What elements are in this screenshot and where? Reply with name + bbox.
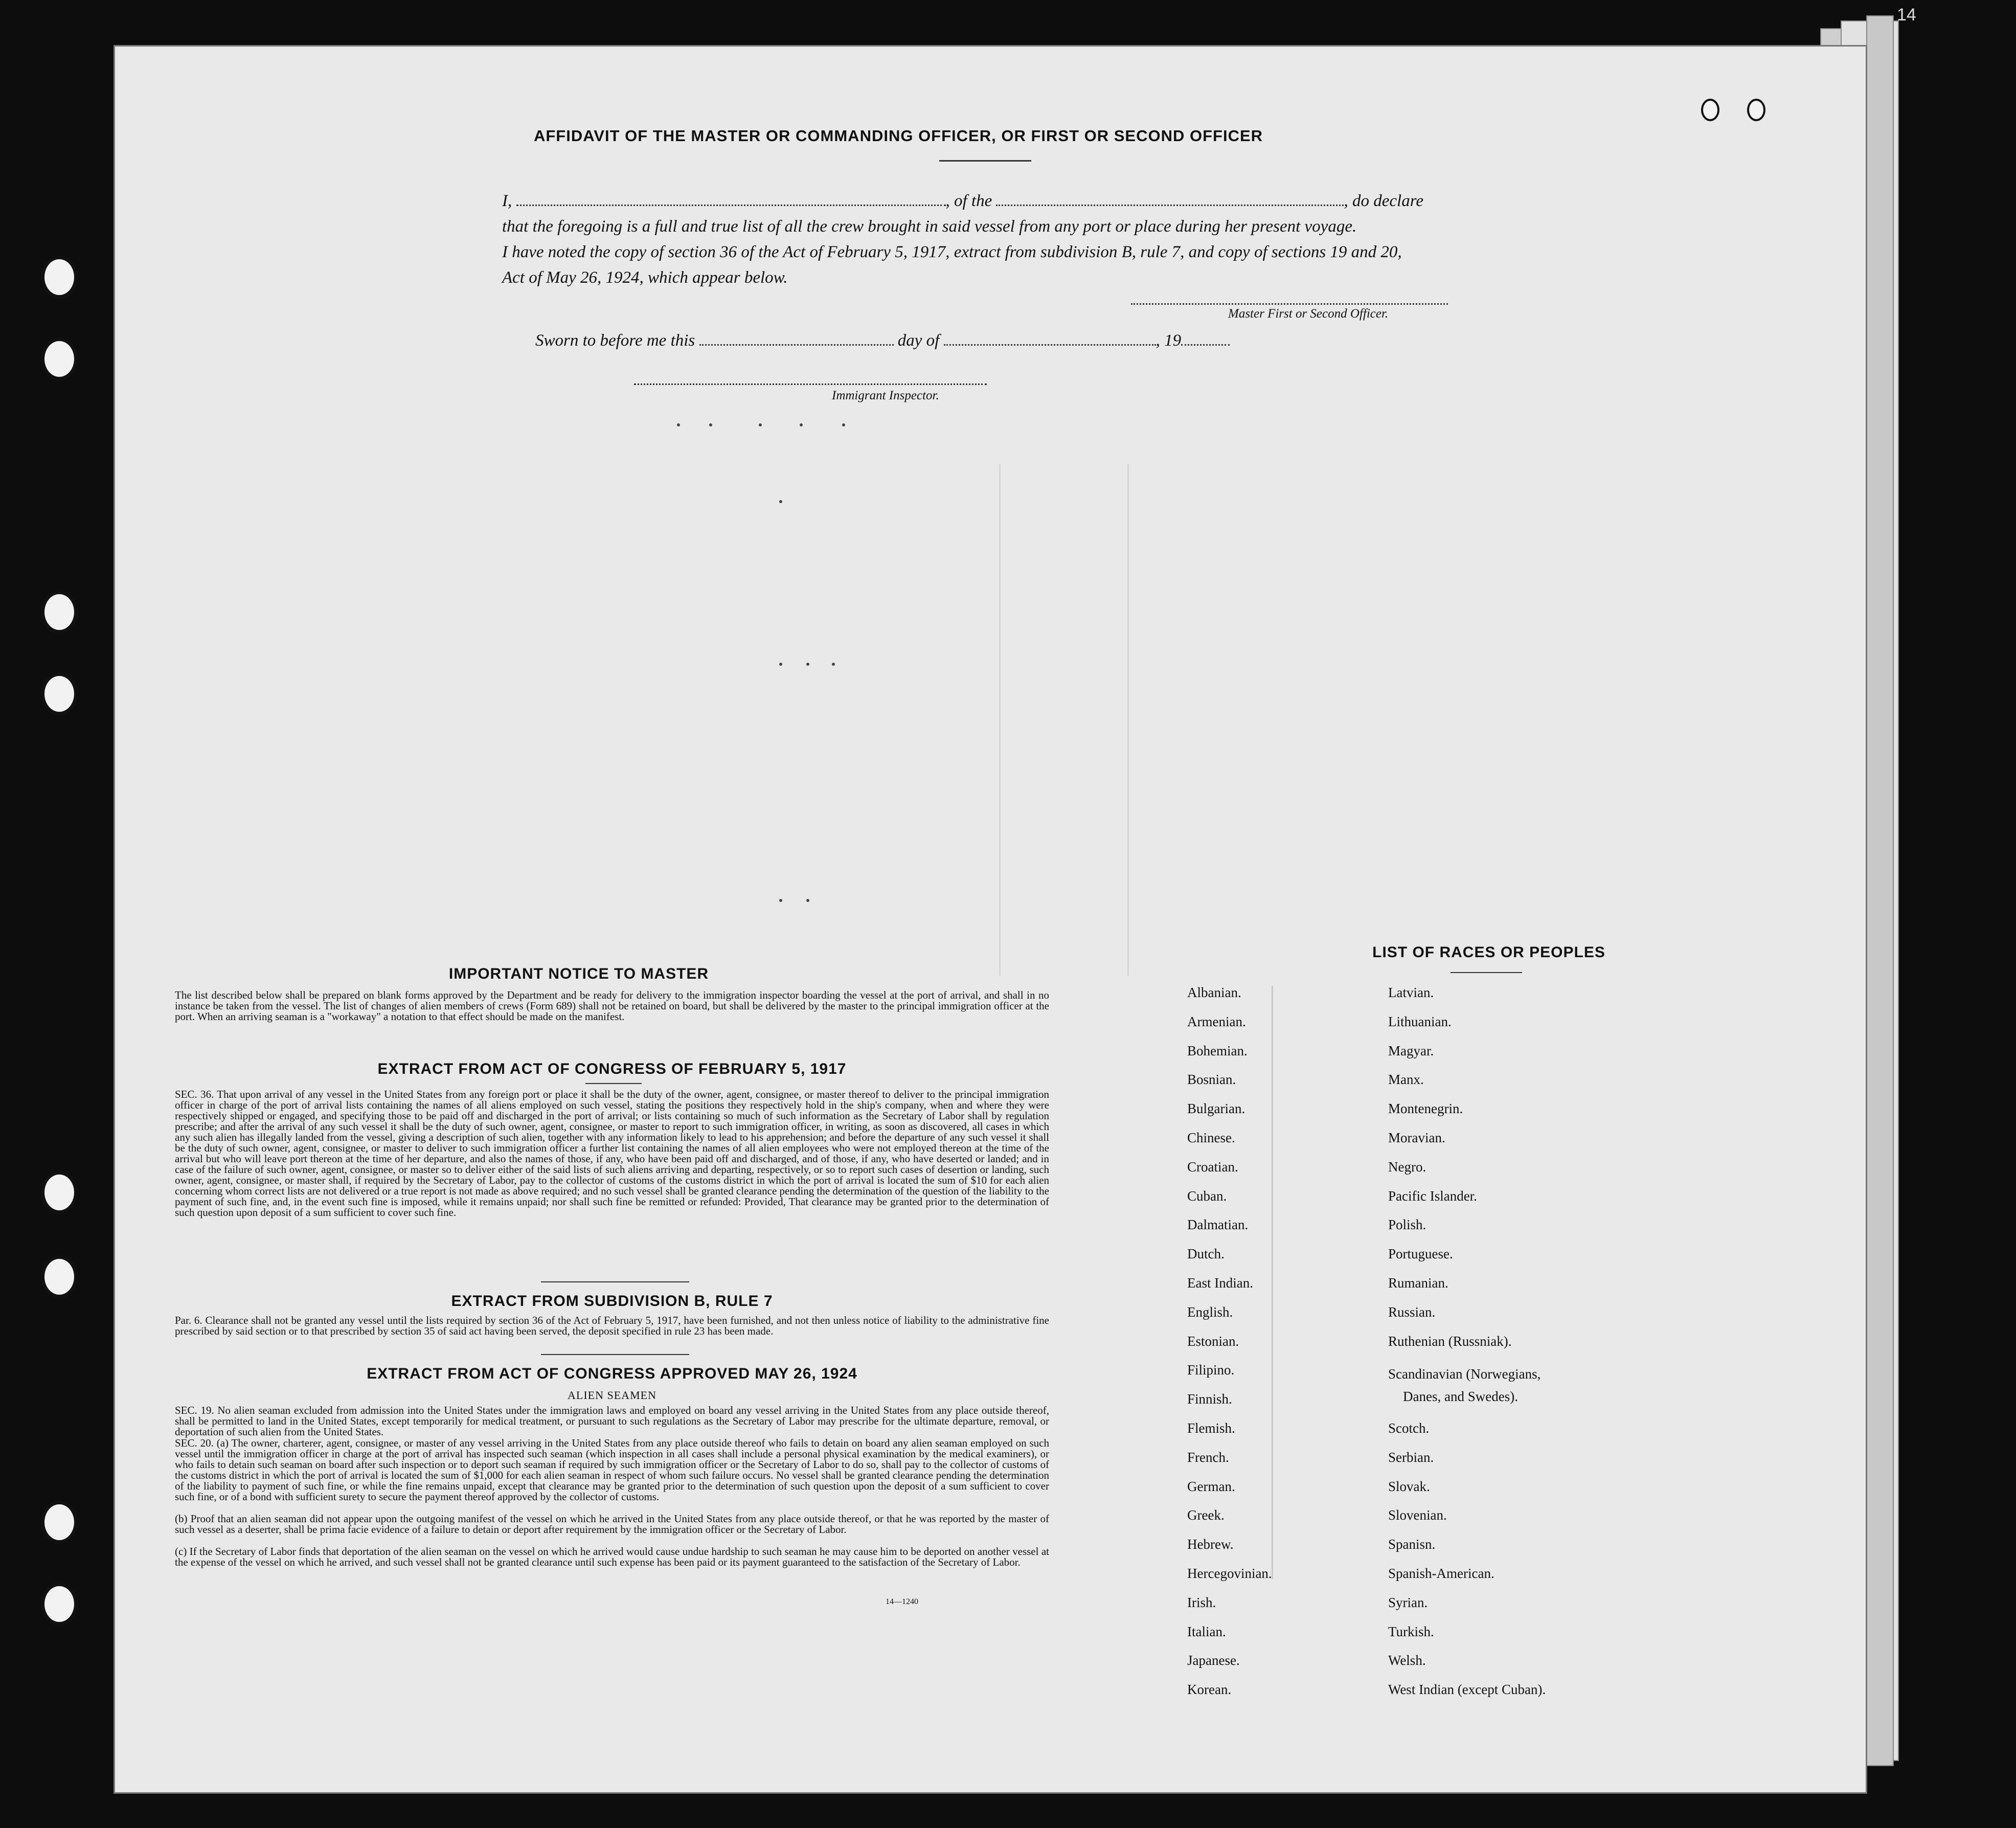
binder-hole (41, 337, 78, 380)
day-of-text: day of (897, 331, 940, 350)
race-item: Japanese. (1187, 1653, 1240, 1668)
affidavit-title: AFFIDAVIT OF THE MASTER OR COMMANDING OFFICER, OR FIRST OR SECOND OFFICER (533, 127, 1263, 145)
corner-page-mark: 14 (1897, 5, 1916, 25)
race-item: West Indian (except Cuban). (1388, 1682, 1546, 1698)
of-the-text: , of the (945, 192, 992, 210)
bleed-mark (806, 663, 809, 666)
declaration-i: I, (502, 192, 512, 210)
binder-hole (41, 672, 78, 715)
do-declare-text: , do declare (1344, 192, 1423, 210)
race-item: Chinese. (1187, 1130, 1235, 1145)
bleed-mark (709, 423, 712, 426)
bleed-mark (759, 423, 762, 426)
races-divider (1451, 972, 1522, 973)
extract-rule7-title: EXTRACT FROM SUBDIVISION B, RULE 7 (451, 1293, 773, 1310)
year-prefix: , 19 (1156, 331, 1182, 350)
bleed-mark (779, 899, 782, 902)
race-item: Flemish. (1187, 1420, 1235, 1436)
alien-seamen-subtitle: ALIEN SEAMEN (568, 1389, 656, 1402)
race-item: Bulgarian. (1187, 1101, 1245, 1117)
race-item: Negro. (1388, 1159, 1426, 1175)
race-item: Serbian. (1388, 1449, 1434, 1465)
race-item: Polish. (1388, 1217, 1426, 1233)
section-divider (541, 1354, 689, 1355)
bleed-mark (842, 423, 845, 426)
race-item: Spanish-American. (1388, 1566, 1494, 1581)
bleed-column-line (999, 464, 1001, 976)
extract-1924-sec20c: (c) If the Secretary of Labor finds that deportation of the alien seaman on the vessel on which he arrived would cause undue hardship to such seaman he may cause him to be deported on another vessel at the expense of the vessel on which he arrived, and such vessel shall not be granted clearance until such expense has been paid or its payment guaranteed to the satisfaction of the Secretary of Labor. (175, 1545, 1049, 1568)
form-page (114, 45, 1867, 1794)
race-item: Greek. (1187, 1507, 1225, 1523)
binder-hole (41, 256, 78, 299)
notice-title: IMPORTANT NOTICE TO MASTER (448, 965, 709, 982)
extract-1924-sec20a: SEC. 20. (a) The owner, charterer, agent, consignee, or master of any vessel arriving in the United States from any place outside thereof who fails to detain on board any alien seaman employed on such vessel until the immigration officer in charge at the port of arrival has inspected such seaman (which inspection in all cases shall include a personal physical examination by the medical examiners), or who fails to detain such seaman on board after such inspection or to deport such seaman if required by such immigration officer or the Secretary of Labor to do so, shall pay to the collector of customs of the customs district in which the port of arrival is located the sum of $1,000 for each alien seaman in respect of whom such failure occurs. No vessel shall be granted clearance pending the determination of the liability to payment of such fine, or while the fine remains unpaid, except that clearance may be granted prior to the determination of such question upon the deposit of a sum sufficient to cover such fine, or of a bond with sufficient surety to secure the payment thereof approved by the collector of customs. (175, 1437, 1049, 1503)
under-sheet (1866, 15, 1894, 1766)
form-number: 14—1240 (886, 1597, 918, 1606)
inspector-signature-line[interactable] (634, 383, 987, 385)
race-item: Turkish. (1388, 1623, 1434, 1639)
race-item: Estonian. (1187, 1333, 1239, 1349)
race-item: Scotch. (1388, 1420, 1430, 1436)
race-item: Syrian. (1388, 1594, 1428, 1610)
section-divider (541, 1281, 689, 1282)
sworn-line (535, 331, 1230, 350)
master-signature-label: Master First or Second Officer. (1228, 307, 1389, 321)
race-item: Korean. (1187, 1682, 1232, 1698)
race-item: Croatian. (1187, 1159, 1238, 1175)
race-item: Manx. (1388, 1072, 1424, 1088)
race-item: Portuguese. (1388, 1246, 1453, 1262)
binder-hole (41, 1583, 78, 1626)
faint-margin-line (1272, 986, 1273, 1579)
race-item: Lithuanian. (1388, 1013, 1452, 1029)
bleed-mark (677, 423, 680, 426)
extract-1917-title: EXTRACT FROM ACT OF CONGRESS OF FEBRUARY 5, 1917 (377, 1060, 847, 1077)
race-item: Russian. (1388, 1304, 1436, 1320)
race-item: East Indian. (1187, 1275, 1253, 1291)
bleed-mark (806, 899, 809, 902)
race-item: Bosnian. (1187, 1072, 1236, 1088)
extract-1924-sec19: SEC. 19. No alien seaman excluded from admission into the United States under the immigration laws and employed on board any vessel arriving in the United States from any place outside thereof, shall be permitted to land in the United States, except temporarily for medical treatment, or pursuant to such regulations as the Secretary of Labor may prescribe for the ultimate departure, removal, or deportation of such alien from the United States. (175, 1404, 1049, 1438)
name-blank[interactable] (516, 205, 946, 206)
race-item: Spanisn. (1388, 1537, 1436, 1552)
bleed-mark (779, 500, 782, 503)
page-hole (1701, 99, 1719, 121)
race-item: Slovak. (1388, 1478, 1430, 1494)
races-title: LIST OF RACES OR PEOPLES (1372, 944, 1605, 961)
month-blank[interactable] (944, 344, 1156, 346)
race-item: Pacific Islander. (1388, 1188, 1477, 1204)
race-item: Italian. (1187, 1623, 1226, 1639)
notice-text: The list described below shall be prepared on blank forms approved by the Department and be ready for delivery to the immigration inspector boarding the vessel at the port of arrival, and shall in no instance be taken from the vessel. The list of changes of alien members of crews (Form 689) shall not be retained on board, but shall be delivered by the master to the principal immigration officer at the port. When an arriving seaman is a "workaway" a notation to that effect should be made on the manifest. (175, 989, 1049, 1023)
sworn-date-blank[interactable] (699, 344, 894, 346)
extract-1924-title: EXTRACT FROM ACT OF CONGRESS APPROVED MAY 26, 1924 (367, 1365, 857, 1382)
extract-rule7-text: Par. 6. Clearance shall not be granted any vessel until the lists required by section 36 of the Act of February 5, 1917, have been furnished, and not then unless notice of liability to the administrative fine prescribed by said section or to that prescribed by section 35 of said act having been served, the deposit specified in rule 23 has been made. (175, 1314, 1049, 1337)
inspector-label: Immigrant Inspector. (832, 389, 939, 402)
race-item: Hercegovinian. (1187, 1566, 1272, 1581)
race-item: Albanian. (1187, 985, 1241, 1000)
binder-hole (41, 591, 78, 634)
year-blank[interactable] (1181, 344, 1230, 346)
title-divider (939, 160, 1031, 162)
race-item: Armenian. (1187, 1013, 1246, 1029)
declaration-block (502, 188, 1586, 290)
race-item: Irish. (1187, 1594, 1216, 1610)
declaration-line-4: Act of May 26, 1924, which appear below. (502, 268, 788, 287)
section-divider (585, 1083, 642, 1084)
vessel-blank[interactable] (996, 205, 1344, 206)
declaration-line-1 (502, 188, 1586, 214)
race-item: Montenegrin. (1388, 1101, 1463, 1117)
race-item: Dalmatian. (1187, 1217, 1249, 1233)
race-item: German. (1187, 1478, 1235, 1494)
race-item: Ruthenian (Russniak). (1388, 1333, 1512, 1349)
race-item: Hebrew. (1187, 1537, 1234, 1552)
declaration-line-2: that the foregoing is a full and true list of all the crew brought in said vessel from any port or place during her present voyage. (502, 217, 1357, 236)
sworn-text: Sworn to before me this (535, 331, 695, 350)
race-item: Finnish. (1187, 1391, 1232, 1407)
race-item: Slovenian. (1388, 1507, 1447, 1523)
bleed-column-line (1127, 464, 1129, 976)
race-item: Dutch. (1187, 1246, 1225, 1262)
race-item: Moravian. (1388, 1130, 1445, 1145)
race-item: Danes, and Swedes). (1403, 1389, 1518, 1405)
race-item: English. (1187, 1304, 1233, 1320)
race-item: Cuban. (1187, 1188, 1227, 1204)
race-item: Filipino. (1187, 1362, 1235, 1378)
race-item: Magyar. (1388, 1043, 1434, 1058)
extract-1917-text: SEC. 36. That upon arrival of any vessel in the United States from any foreign port or place it shall be the duty of the owner, agent, consignee, or master thereof to deliver to the principal immigration officer in charge of the port of arrival lists containing the names of all aliens employed on such vessel, stating the positions they respectively hold in the ship's company, when and where they were respectively shipped or engaged, and specifying those to be paid off and discharged in the port of arrival; or lists containing so much of such information as the Secretary of Labor shall by regulation prescribe; and after the arrival of any such vessel it shall be the duty of such owner, agent, consignee, or master to report to such immigration officer, in writing, as soon as discovered, all cases in which any such alien has illegally landed from the vessel, giving a description of such alien, together with any information likely to lead to his apprehension; and before the departure of any such vessel it shall be the duty of such owner, agent, consignee, or master to deliver to such immigration officer a further list containing the names of all alien employees who were not employed thereon at the time of the arrival but who will leave port thereon at the time of her departure, and also the names of those, if any, who have been paid off and discharged, and of those, if any, who have deserted or landed; and in case of the failure of such owner, agent, consignee, or master so to deliver either of the said lists of such aliens arriving and departing, respectively, or so to report such cases of desertion or landing, such owner, agent, consignee, or master shall, if required by the Secretary of Labor, pay to the collector of customs of the customs district in which the port of arrival is located the sum of $10 for each alien concerning whom correct lists are not delivered or a true report is not made as above required; and no such vessel shall be granted clearance pending the determination of the question of the liability to the payment of such fine, and, in the event such fine is imposed, while it remains unpaid; nor shall such fine be remitted or refunded: Provided, That clearance may be granted prior to the determination of such question upon deposit of a sum sufficient to cover such fine. (175, 1088, 1049, 1218)
bleed-mark (779, 663, 782, 666)
binder-hole (41, 1501, 78, 1544)
page-hole (1747, 99, 1765, 121)
bleed-mark (800, 423, 803, 426)
race-item: French. (1187, 1449, 1229, 1465)
declaration-line-3: I have noted the copy of section 36 of the Act of February 5, 1917, extract from subdivision B, rule 7, and copy of sections 19 and 20, (502, 243, 1402, 261)
race-item: Rumanian. (1388, 1275, 1448, 1291)
race-item: Scandinavian (Norwegians, (1388, 1366, 1541, 1382)
binder-hole (41, 1255, 78, 1298)
binder-hole (41, 1171, 78, 1214)
race-item: Latvian. (1388, 985, 1434, 1000)
master-signature-line[interactable] (1131, 303, 1448, 305)
bleed-mark (832, 663, 835, 666)
race-item: Welsh. (1388, 1653, 1426, 1668)
race-item: Bohemian. (1187, 1043, 1248, 1058)
extract-1924-sec20b: (b) Proof that an alien seaman did not appear upon the outgoing manifest of the vessel on which he arrived in the United States from any place outside thereof, or that he was reported by the master of such vessel as a deserter, shall be prima facie evidence of a failure to detain or deport after requirement by the immigration officer or the Secretary of Labor. (175, 1513, 1049, 1536)
